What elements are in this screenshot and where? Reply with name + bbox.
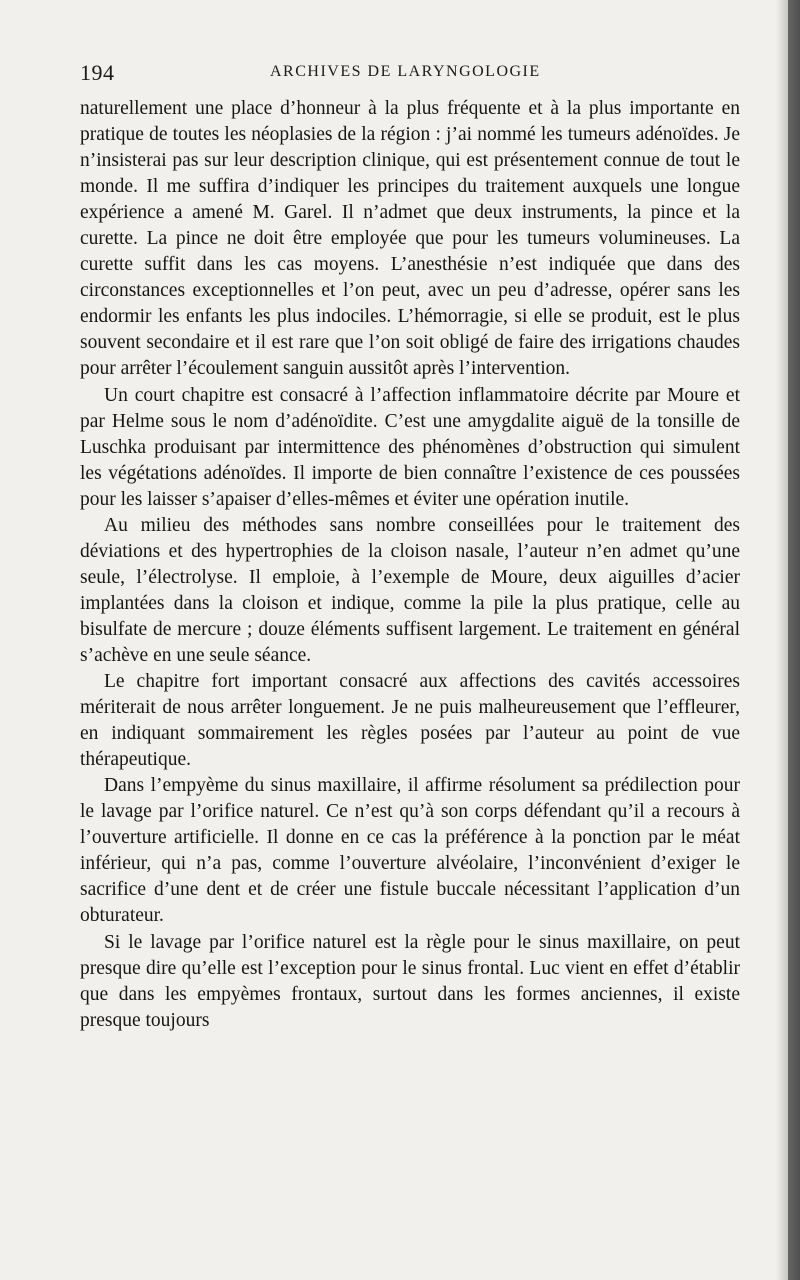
page-number: 194	[80, 60, 115, 85]
paragraph-continued: naturellement une place d’honneur à la plus fréquente et à la plus importante en pratique de toutes les néoplasies de la région : j’ai nommé les tumeurs adénoïdes. Je n’insisterai pas sur leur description clinique, qui est présentement connue de tout le monde. Il me suffira d’indiquer les principes du traitement auxquels une longue expérience a amené M. Garel. Il n’admet que deux instruments, la pince et la curette. La pince ne doit être employée que pour les tumeurs volumineuses. La curette suffit dans les cas moyens. L’anesthésie n’est indiquée que dans des circonstances exceptionnelles et l’on peut, avec un peu d’adresse, opérer sans les endormir les enfants les plus indociles. L’hémorragie, si elle se produit, est le plus souvent secondaire et il est rare que l’on soit obligé de faire des irrigations chaudes pour arrêter l’écoulement sanguin aussitôt après l’intervention.	[80, 98, 740, 380]
running-title: ARCHIVES DE LARYNGOLOGIE	[270, 63, 541, 80]
page-edge-shadow	[776, 0, 800, 1280]
paragraph-cavites-accessoires: Le chapitre fort important consacré aux affections des cavités accessoires mériterait de nous arrêter longuement. Je ne puis malheureusement que l’effleurer, en indiquant sommairement les règles posées par l’auteur au point de vue thérapeutique.	[80, 671, 740, 771]
page-header	[80, 60, 740, 90]
paragraph-adenoidite: Un court chapitre est consacré à l’affection inflammatoire décrite par Moure et par Helme sous le nom d’adénoïdite. C’est une amygdalite aiguë de la tonsille de Luschka produisant par intermittence des phénomènes d’obstruction qui simulent les végétations adénoïdes. Il importe de bien connaître l’existence de ces poussées pour les laisser s’apaiser d’elles-mêmes et éviter une opération inutile.	[80, 384, 740, 510]
paragraph-sinus-maxillaire: Dans l’empyème du sinus maxillaire, il affirme résolument sa prédilection pour le lavage par l’orifice naturel. Ce n’est qu’à son corps défendant qu’il a recours à l’ouverture artificielle. Il donne en ce cas la préférence à la ponction par le méat inférieur, qui n’a pas, comme l’ouverture alvéolaire, l’inconvénient d’exiger le sacrifice d’une dent et de créer une fistule buccale nécessitant l’application d’un obturateur.	[80, 775, 740, 927]
paragraph-cloison-nasale: Au milieu des méthodes sans nombre conseillées pour le traitement des déviations et des hypertrophies de la cloison nasale, l’auteur n’en admet qu’une seule, l’électrolyse. Il emploie, à l’exemple de Moure, deux aiguilles d’acier implantées dans la cloison et indique, comme la pile la plus pratique, celle au bisulfate de mercure ; douze éléments suffisent largement. Le traitement en général s’achève en une seule séance.	[80, 514, 740, 666]
body-text	[80, 96, 740, 1034]
paragraph-sinus-frontal: Si le lavage par l’orifice naturel est la règle pour le sinus maxillaire, on peut presque dire qu’elle est l’exception pour le sinus frontal. Luc vient en effet d’établir que dans les empyèmes frontaux, surtout dans les formes anciennes, il existe presque toujours	[80, 931, 740, 1031]
